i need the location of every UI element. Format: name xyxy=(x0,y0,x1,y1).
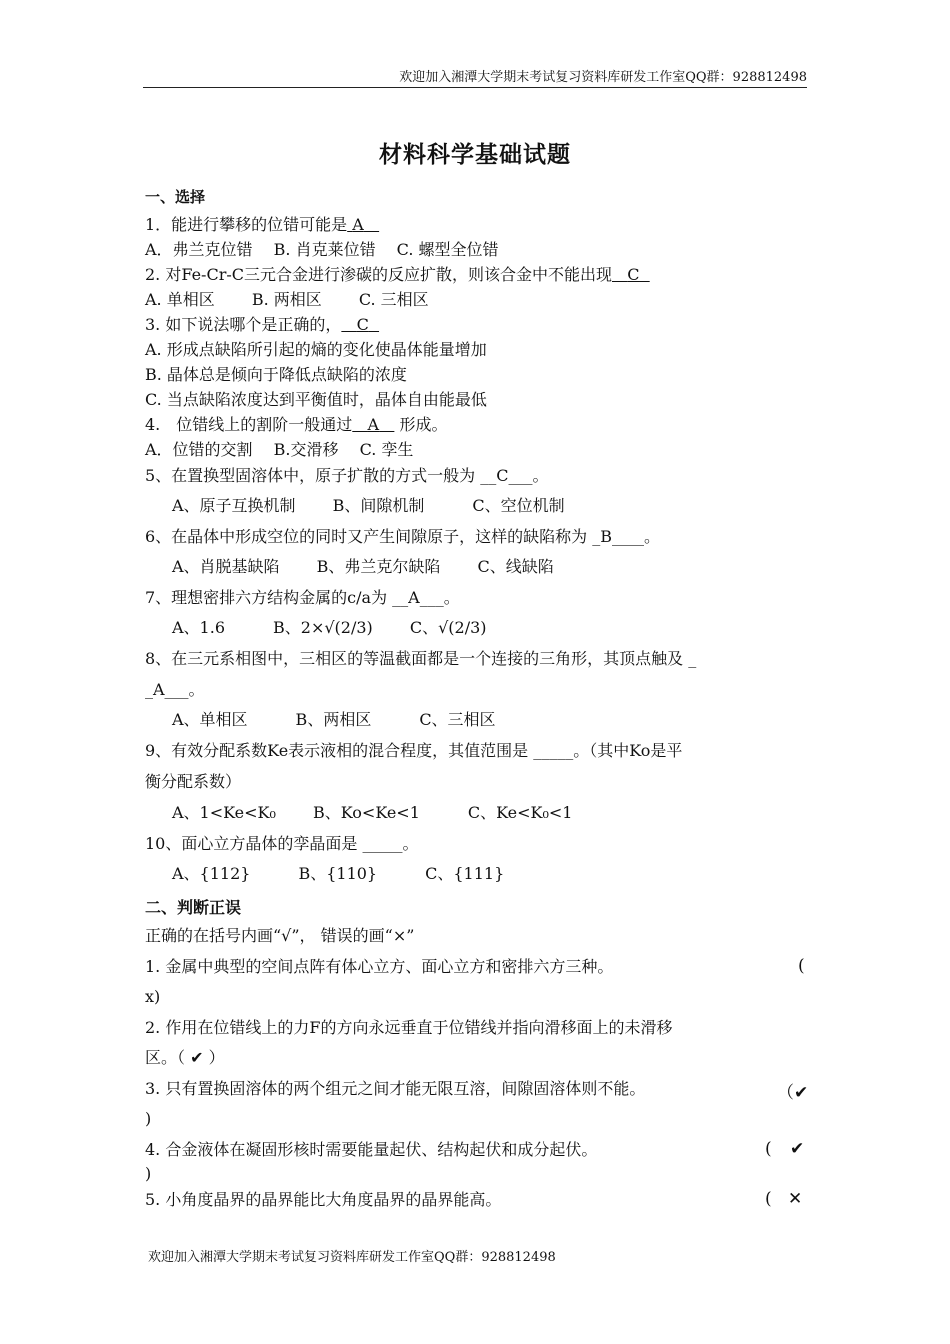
options-7: A、1.6 B、2×√(2/3) C、√(2/3) xyxy=(172,618,487,637)
options-5: A、原子互换机制 B、间隙机制 C、空位机制 xyxy=(172,496,565,515)
judgement-5-mark: ✕ xyxy=(788,1189,803,1209)
judgement-2: 2. 作用在位错线上的力F的方向永远垂直于位错线并指向滑移面上的未滑移 xyxy=(145,1018,673,1037)
judgement-2-answer: 区。（ ✔ ） xyxy=(145,1048,225,1067)
judgement-5: 5. 小角度晶界的晶界能比大角度晶界的晶界能高。 xyxy=(145,1190,502,1209)
judgement-1-open: ( xyxy=(798,956,805,976)
options-8: A、单相区 B、两相区 C、三相区 xyxy=(172,710,496,729)
judgement-4-open: ( xyxy=(765,1139,772,1159)
section-heading-choice: 一、选择 xyxy=(145,188,206,206)
judgement-3-close: ) xyxy=(145,1109,152,1128)
question-3: 3. 如下说法哪个是正确的， C xyxy=(145,315,369,334)
question-9-cont: 衡分配系数） xyxy=(145,772,242,791)
header-divider xyxy=(143,87,807,88)
options-10: A、{112} B、{110} C、{111} xyxy=(172,864,505,883)
question-7: 7、理想密排六方结构金属的c/a为 __A___。 xyxy=(145,588,460,607)
judgement-4-close: ) xyxy=(145,1164,152,1183)
answer-4: A xyxy=(367,415,380,434)
option-3b: B. 晶体总是倾向于降低点缺陷的浓度 xyxy=(145,365,407,384)
options-9: A、1<Ke<K₀ B、Ko<Ke<1 C、Ke<K₀<1 xyxy=(172,803,573,822)
question-10: 10、面心立方晶体的孪晶面是 _____。 xyxy=(145,834,419,853)
judgement-instructions: 正确的在括号内画“√”， 错误的画“×” xyxy=(145,926,415,945)
question-5: 5、在置换型固溶体中，原子扩散的方式一般为 __C___。 xyxy=(145,466,549,485)
answer-3: C xyxy=(356,315,369,334)
question-6: 6、在晶体中形成空位的同时又产生间隙原子，这样的缺陷称为 _B____。 xyxy=(145,527,661,546)
question-1: 1．能进行攀移的位错可能是 A xyxy=(145,215,364,234)
question-2: 2. 对Fe-Cr-C三元合金进行渗碳的反应扩散，则该合金中不能出现 C xyxy=(145,265,640,284)
options-6: A、肖脱基缺陷 B、弗兰克尔缺陷 C、线缺陷 xyxy=(172,557,554,576)
options-1: A．弗兰克位错 B. 肖克莱位错 C. 螺型全位错 xyxy=(145,240,499,259)
page-header: 欢迎加入湘潭大学期末考试复习资料库研发工作室QQ群：928812498 xyxy=(399,70,807,85)
answer-1: A xyxy=(352,215,364,234)
judgement-1-answer: x) xyxy=(145,987,161,1006)
page-title: 材料科学基础试题 xyxy=(379,141,571,168)
judgement-3: 3. 只有置换固溶体的两个组元之间才能无限互溶，间隙固溶体则不能。 xyxy=(145,1079,646,1098)
option-3c: C. 当点缺陷浓度达到平衡值时，晶体自由能最低 xyxy=(145,390,487,409)
question-8: 8、在三元系相图中，三相区的等温截面都是一个连接的三角形，其顶点触及 _ xyxy=(145,649,697,668)
judgement-5-open: ( xyxy=(765,1189,772,1209)
option-3a: A. 形成点缺陷所引起的熵的变化使晶体能量增加 xyxy=(145,340,487,359)
page-footer: 欢迎加入湘潭大学期末考试复习资料库研发工作室QQ群：928812498 xyxy=(148,1250,556,1265)
answer-2: C xyxy=(627,265,640,284)
options-4: A．位错的交割 B.交滑移 C. 孪生 xyxy=(145,440,414,459)
question-8-cont: _A___。 xyxy=(145,680,205,699)
judgement-1: 1. 金属中典型的空间点阵有体心立方、面心立方和密排六方三种。 xyxy=(145,957,614,976)
question-4: 4. 位错线上的割阶一般通过 A 形成。 xyxy=(145,415,448,434)
judgement-4-mark: ✔ xyxy=(790,1139,805,1159)
section-heading-judgement: 二、判断正误 xyxy=(145,898,242,917)
judgement-3-mark: （✔ xyxy=(777,1083,809,1103)
judgement-4: 4. 合金液体在凝固形核时需要能量起伏、结构起伏和成分起伏。 xyxy=(145,1140,598,1159)
question-9: 9、有效分配系数Ke表示液相的混合程度，其值范围是 _____。（其中Ko是平 xyxy=(145,741,683,760)
options-2: A. 单相区 B. 两相区 C. 三相区 xyxy=(145,290,429,309)
